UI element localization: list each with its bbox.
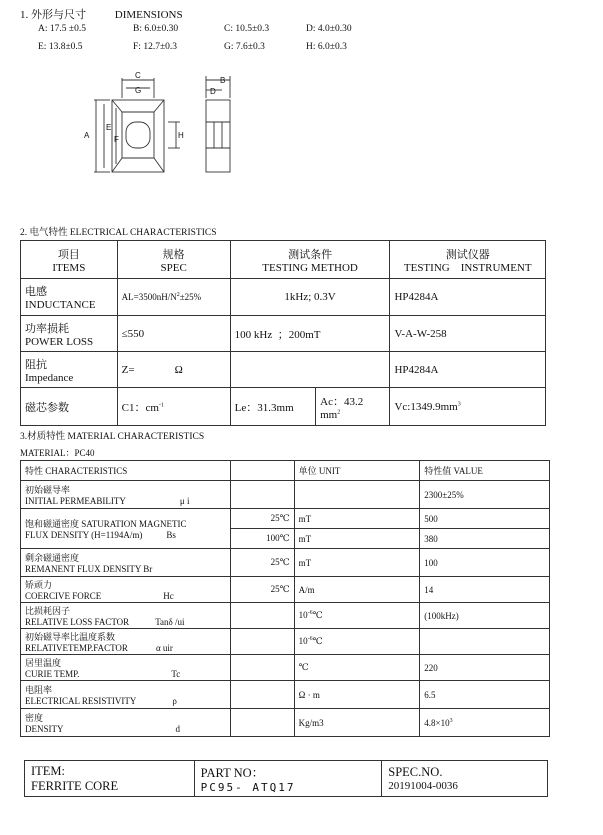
row-power-loss: [21, 316, 546, 352]
label-b: B: [220, 76, 226, 85]
label-h: H: [178, 131, 184, 140]
mat-row-temp-factor: 初始磁导率比温度系数 RELATIVETEMP.FACTOR α uir $10^{-6}℃$: [21, 629, 550, 655]
mat-row-curie: 居里温度 CURIE TEMP. Tc ℃ 220: [21, 655, 550, 681]
spec-impedance: Z= Ω: [117, 352, 230, 388]
footer-spec: SPEC.NO. 20191004-0036: [382, 761, 548, 797]
item-impedance: 阻抗 Impedance: [21, 352, 118, 388]
label-d: D: [210, 87, 216, 96]
dim-a: A: 17.5 ±0.5: [38, 24, 86, 34]
dim-e: E: 13.8±0.5: [38, 42, 83, 52]
method-power-loss: 100 kHz ；200mT: [230, 316, 390, 352]
core-c1: C1：$cm^{-1}$: [117, 388, 230, 426]
electrical-heading: 2. 电气特性 ELECTRICAL CHARACTERISTICS: [20, 228, 217, 238]
dimensions-heading-cn: 1. 外形与尺寸: [20, 9, 86, 21]
electrical-table: [20, 240, 546, 426]
electrical-header-row: [21, 241, 546, 279]
method-impedance: [230, 352, 390, 388]
mat-row-saturation: 饱和磁通密度 SATURATION MAGNETIC FLUX DENSITY (H=1194A/m) Bs 25℃ mT 500: [21, 509, 550, 529]
header-items: 项目 ITEMS: [21, 241, 118, 279]
label-a: A: [84, 131, 90, 140]
material-header-row: [21, 461, 550, 481]
mat-row-saturation-100c: 100℃ mT 380: [21, 529, 550, 549]
label-f: F: [114, 135, 119, 144]
dim-b: B: 6.0±0.30: [133, 24, 179, 34]
mat-row-resistivity: 电阻率 ELECTRICAL RESISTIVITY ρ Ω · m 6.5: [21, 681, 550, 709]
spec-power-loss: ≤550: [117, 316, 230, 352]
core-params-label: 磁芯参数: [21, 388, 118, 426]
label-c: C: [135, 71, 141, 80]
footer-item: ITEM: FERRITE CORE: [25, 761, 195, 797]
header-method: 测试条件 TESTING METHOD: [230, 241, 390, 279]
label-e: E: [106, 123, 112, 132]
dim-d: D: 4.0±0.30: [306, 24, 352, 34]
dimensions-heading-en: DIMENSIONS: [114, 9, 183, 21]
mat-row-coercive: 矫顽力 COERCIVE FORCE Hc 25℃ A/m 14: [21, 577, 550, 603]
footer-part: PART NO： PC95- ATQ17: [194, 761, 382, 797]
footer-info-table: [24, 760, 548, 797]
mat-row-density: 密度 DENSITY d Kg/m3 $4.8\times 10^3$: [21, 709, 550, 737]
spec-inductance: $AL=3500nH/N^2\pm 25\%$: [117, 279, 230, 316]
row-inductance: [21, 279, 546, 316]
mat-row-remanence: 剩余磁通密度 REMANENT FLUX DENSITY Br 25℃ mT 100: [21, 549, 550, 577]
label-g: G: [135, 86, 142, 95]
material-heading: 3.材质特性 MATERIAL CHARACTERISTICS: [20, 432, 205, 442]
mat-header-value: 特性值 VALUE: [420, 461, 550, 481]
dimensions-heading: [20, 6, 183, 22]
dim-f: F: 12.7±0.3: [133, 42, 178, 52]
row-impedance: [21, 352, 546, 388]
instrument-impedance: HP4284A: [390, 352, 546, 388]
footer-row: [25, 761, 548, 797]
mat-header-unit: 单位 UNIT: [294, 461, 420, 481]
header-instrument: 测试仪器 TESTING INSTRUMENT: [390, 241, 546, 279]
method-inductance: 1kHz; 0.3V: [230, 279, 390, 316]
item-inductance: 电感 INDUCTANCE: [21, 279, 118, 316]
dim-c: C: 10.5±0.3: [224, 24, 270, 34]
side-view-outline: [206, 100, 230, 172]
center-leg: [126, 122, 150, 148]
row-core-params: [21, 388, 546, 426]
front-view-inner: [122, 112, 154, 158]
core-ae: Ac：43.2 $mm^2$: [316, 388, 390, 426]
dim-h: H: 6.0±0.3: [306, 42, 347, 52]
mat-header-cond: [230, 461, 294, 481]
mat-header-char: 特性 CHARACTERISTICS: [21, 461, 231, 481]
mat-row-permeability: 初始磁导率 INITIAL PERMEABILITY μ i 2300±25%: [21, 481, 550, 509]
dim-g: G: 7.6±0.3: [224, 42, 265, 52]
mat-row-loss-factor: 比损耗因子 RELATIVE LOSS FACTOR Tanδ /ui $10^{-6}℃$ (100kHz): [21, 603, 550, 629]
instrument-power-loss: V-A-W-258: [390, 316, 546, 352]
item-power-loss: 功率损耗 POWER LOSS: [21, 316, 118, 352]
material-line: MATERIAL：PC40: [20, 448, 95, 458]
core-le: Le：31.3mm: [230, 388, 315, 426]
core-ve: $Vc:1349.9mm^3$: [390, 388, 546, 426]
core-dimension-drawing: [76, 70, 256, 185]
material-table: [20, 460, 550, 737]
instrument-inductance: HP4284A: [390, 279, 546, 316]
header-spec: 规格 SPEC: [117, 241, 230, 279]
